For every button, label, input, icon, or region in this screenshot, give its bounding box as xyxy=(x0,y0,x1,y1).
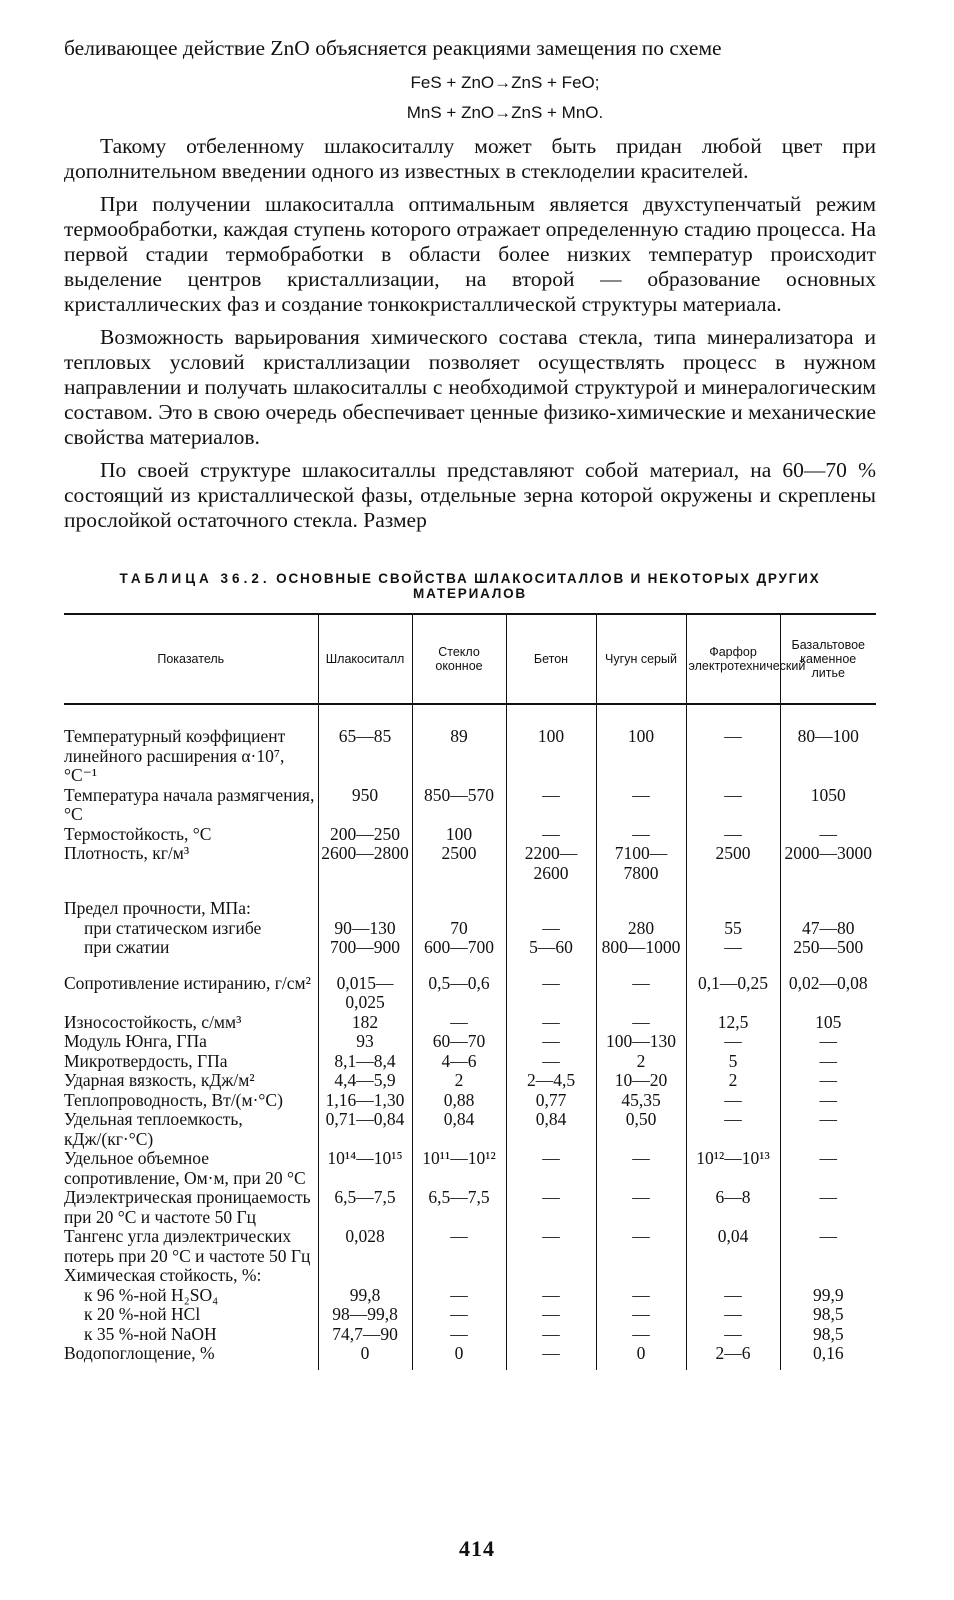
table-cell: 100 xyxy=(412,825,506,845)
table-row xyxy=(64,1071,876,1091)
table-cell: 74,7—90 xyxy=(318,1325,412,1345)
table-cell xyxy=(318,899,412,919)
table-cell: — xyxy=(596,786,686,825)
table-cell: — xyxy=(596,1286,686,1306)
table-cell: 2 xyxy=(412,1071,506,1091)
table-cell xyxy=(318,1266,412,1286)
table-cell: 4,4—5,9 xyxy=(318,1071,412,1091)
table-cell: 4—6 xyxy=(412,1052,506,1072)
table-cell: — xyxy=(780,1149,876,1188)
table-cell: — xyxy=(506,1188,596,1227)
table-cell: 0,5—0,6 xyxy=(412,974,506,1013)
table-cell: 2200—2600 xyxy=(506,844,596,883)
table-row xyxy=(64,825,876,845)
table-cell: — xyxy=(780,1071,876,1091)
reaction-formula-1: FeS + ZnO→ZnS + FeO; xyxy=(410,73,600,93)
table-spacer-cell xyxy=(64,958,318,974)
table-cell: 47—80 xyxy=(780,919,876,939)
table-cell: 80—100 xyxy=(780,704,876,786)
col-header-gray-iron: Чугун серый xyxy=(596,614,686,704)
table-cell: 2500 xyxy=(412,844,506,883)
row-label: Удельная теплоемкость, кДж/(кг·°C) xyxy=(64,1109,243,1149)
table-cell xyxy=(596,899,686,919)
table-cell: 98,5 xyxy=(780,1325,876,1345)
table-cell: — xyxy=(506,974,596,1013)
table-cell: — xyxy=(596,1013,686,1033)
table-cell: — xyxy=(780,1188,876,1227)
table-cell: 100 xyxy=(596,704,686,786)
paragraph-composition: Возможность варьирования химического состава стекла, типа минерализатора и тепловых условий кристаллизации позволяет осуществлять процесс в нужном направлении и получать шлакоситаллы с необходимой структурой и минералогическим составом. Это в свою очередь обеспечивает ценные физико-химические и механические свойства материалов. xyxy=(64,324,876,450)
row-label: Износостойкость, с/мм³ xyxy=(64,1011,242,1032)
table-spacer-cell xyxy=(412,958,506,974)
row-label: Микротвердость, ГПа xyxy=(64,1050,228,1071)
book-page xyxy=(64,36,876,1370)
table-cell: — xyxy=(506,919,596,939)
table-cell: 0,015—0,025 xyxy=(318,974,412,1013)
table-caption xyxy=(64,571,876,601)
row-label: к 20 %-ной HCl xyxy=(84,1304,201,1325)
row-label: Водопоглощение, % xyxy=(64,1343,215,1364)
table-row xyxy=(64,1227,876,1266)
col-header-window-glass: Стекло оконное xyxy=(412,614,506,704)
row-label: Диэлектрическая проницаемость при 20 °C и частоте 50 Гц xyxy=(64,1187,311,1227)
table-spacer-cell xyxy=(596,958,686,974)
table-cell: — xyxy=(686,1110,780,1149)
table-cell: — xyxy=(596,1227,686,1266)
col-header-concrete: Бетон xyxy=(506,614,596,704)
table-row xyxy=(64,899,876,919)
row-label: Теплопроводность, Вт/(м·°C) xyxy=(64,1089,283,1110)
table-cell: 2600—2800 xyxy=(318,844,412,883)
table-cell: — xyxy=(780,1110,876,1149)
table-label: ТАБЛИЦА 36.2. xyxy=(119,571,271,587)
table-spacer-cell xyxy=(780,958,876,974)
paragraph-intro: беливающее действие ZnO объясняется реакциями замещения по схеме xyxy=(64,36,722,60)
table-cell: — xyxy=(506,786,596,825)
table-cell: 0,1—0,25 xyxy=(686,974,780,1013)
table-row xyxy=(64,844,876,883)
table-cell: 0 xyxy=(318,1344,412,1370)
table-cell: 90—130 xyxy=(318,919,412,939)
table-cell: 2—6 xyxy=(686,1344,780,1370)
table-cell: 98,5 xyxy=(780,1305,876,1325)
table-cell xyxy=(412,1266,506,1286)
table-cell: — xyxy=(686,938,780,958)
table-title: ОСНОВНЫЕ СВОЙСТВА ШЛАКОСИТАЛЛОВ И НЕКОТОРЫХ ДРУГИХ МАТЕРИАЛОВ xyxy=(276,571,821,602)
row-label: Плотность, кг/м³ xyxy=(64,843,190,864)
table-cell xyxy=(412,899,506,919)
table-cell: — xyxy=(506,1305,596,1325)
table-cell: 2 xyxy=(596,1052,686,1072)
table-cell: — xyxy=(506,1344,596,1370)
table-cell: — xyxy=(686,1325,780,1345)
table-row xyxy=(64,1344,876,1370)
table-cell: — xyxy=(686,786,780,825)
table-row xyxy=(64,1110,876,1149)
table-cell: — xyxy=(412,1013,506,1033)
table-cell: 100—130 xyxy=(596,1032,686,1052)
table-cell: 10—20 xyxy=(596,1071,686,1091)
table-cell: 10¹¹—10¹² xyxy=(412,1149,506,1188)
col-header-property: Показатель xyxy=(64,614,318,704)
table-cell: 0,04 xyxy=(686,1227,780,1266)
paragraph-color: Такому отбеленному шлакоситаллу может быть придан любой цвет при дополнительном введении одного из известных в стеклоделии красителей. xyxy=(64,134,876,184)
row-label: Тангенс угла диэлектрических потерь при 20 °C и частоте 50 Гц xyxy=(64,1226,311,1266)
table-spacer-cell xyxy=(318,883,412,899)
table-cell: 10¹²—10¹³ xyxy=(686,1149,780,1188)
table-cell xyxy=(596,1266,686,1286)
table-cell: 2500 xyxy=(686,844,780,883)
table-cell: — xyxy=(596,1188,686,1227)
table-cell: 800—1000 xyxy=(596,938,686,958)
table-cell: — xyxy=(596,825,686,845)
table-cell: — xyxy=(596,1305,686,1325)
table-cell: 1050 xyxy=(780,786,876,825)
table-cell: — xyxy=(412,1286,506,1306)
table-row xyxy=(64,1052,876,1072)
table-row xyxy=(64,704,876,786)
row-label: при статическом изгибе xyxy=(84,917,262,938)
table-cell: 0,16 xyxy=(780,1344,876,1370)
table-spacer-cell xyxy=(64,883,318,899)
table-cell: — xyxy=(412,1305,506,1325)
table-cell: 6,5—7,5 xyxy=(412,1188,506,1227)
table-row xyxy=(64,919,876,939)
table-cell: 12,5 xyxy=(686,1013,780,1033)
row-label: к 96 %-ной H₂SO₄ xyxy=(84,1284,219,1305)
table-cell: 65—85 xyxy=(318,704,412,786)
table-cell: 0,84 xyxy=(506,1110,596,1149)
table-spacer-cell xyxy=(686,883,780,899)
table-cell: — xyxy=(686,1286,780,1306)
table-row xyxy=(64,1305,876,1325)
table-row xyxy=(64,1149,876,1188)
table-cell: — xyxy=(596,974,686,1013)
table-cell: 0,02—0,08 xyxy=(780,974,876,1013)
table-spacer-cell xyxy=(596,883,686,899)
table-cell: — xyxy=(780,1227,876,1266)
table-cell: 100 xyxy=(506,704,596,786)
table-cell: 6—8 xyxy=(686,1188,780,1227)
col-header-porcelain: Фарфор электротехнический xyxy=(686,614,780,704)
table-cell: 6,5—7,5 xyxy=(318,1188,412,1227)
table-cell: 70 xyxy=(412,919,506,939)
table-cell: 93 xyxy=(318,1032,412,1052)
table-spacer-cell xyxy=(506,958,596,974)
table-cell: — xyxy=(780,1032,876,1052)
table-row xyxy=(64,1286,876,1306)
table-cell: 950 xyxy=(318,786,412,825)
table-row xyxy=(64,974,876,1013)
page-number: 414 xyxy=(459,1536,495,1561)
table-spacer-cell xyxy=(780,883,876,899)
table-row xyxy=(64,938,876,958)
table-cell: 89 xyxy=(412,704,506,786)
table-cell: — xyxy=(506,1013,596,1033)
table-cell: — xyxy=(506,1052,596,1072)
row-label: Ударная вязкость, кДж/м² xyxy=(64,1070,255,1091)
table-header-row xyxy=(64,614,876,704)
table-cell: 0,84 xyxy=(412,1110,506,1149)
table-cell: 0,028 xyxy=(318,1227,412,1266)
table-cell xyxy=(506,1266,596,1286)
table-cell: — xyxy=(506,1032,596,1052)
table-cell: 850—570 xyxy=(412,786,506,825)
table-row xyxy=(64,1266,876,1286)
table-cell: 45,35 xyxy=(596,1091,686,1111)
table-row xyxy=(64,1013,876,1033)
col-header-basalt: Базальтовое каменное литье xyxy=(780,614,876,704)
table-cell: 8,1—8,4 xyxy=(318,1052,412,1072)
table-cell: 5 xyxy=(686,1052,780,1072)
table-cell: 98—99,8 xyxy=(318,1305,412,1325)
table-cell: 99,9 xyxy=(780,1286,876,1306)
table-row xyxy=(64,1325,876,1345)
table-cell: — xyxy=(780,1091,876,1111)
table-row xyxy=(64,1091,876,1111)
table-cell: — xyxy=(686,1032,780,1052)
table-cell: — xyxy=(686,1305,780,1325)
table-cell: 5—60 xyxy=(506,938,596,958)
table-cell: 55 xyxy=(686,919,780,939)
table-cell: — xyxy=(596,1149,686,1188)
table-cell: — xyxy=(506,1325,596,1345)
properties-table xyxy=(64,613,876,1370)
table-cell: 280 xyxy=(596,919,686,939)
table-cell: 0,77 xyxy=(506,1091,596,1111)
table-row xyxy=(64,1032,876,1052)
row-label: к 35 %-ной NaOH xyxy=(84,1323,217,1344)
col-header-slag-sitall: Шлакоситалл xyxy=(318,614,412,704)
table-cell: — xyxy=(780,1052,876,1072)
table-cell: — xyxy=(506,1227,596,1266)
table-cell: — xyxy=(596,1325,686,1345)
row-label: Удельное объемное сопротивление, Ом·м, при 20 °C xyxy=(64,1148,306,1188)
reaction-formula-2: MnS + ZnO→ZnS + MnO. xyxy=(406,103,604,123)
table-cell: 105 xyxy=(780,1013,876,1033)
row-label: Химическая стойкость, %: xyxy=(64,1265,262,1286)
row-label: при сжатии xyxy=(84,937,170,958)
table-body xyxy=(64,704,876,1370)
table-spacer-cell xyxy=(506,883,596,899)
table-cell xyxy=(686,1266,780,1286)
table-cell: — xyxy=(686,825,780,845)
table-spacer-cell xyxy=(412,883,506,899)
table-cell xyxy=(780,899,876,919)
table-cell xyxy=(780,1266,876,1286)
table-cell: 0 xyxy=(412,1344,506,1370)
row-label: Предел прочности, МПа: xyxy=(64,898,251,919)
table-cell: 600—700 xyxy=(412,938,506,958)
table-cell: 0,71—0,84 xyxy=(318,1110,412,1149)
table-spacer-cell xyxy=(686,958,780,974)
table-cell: 700—900 xyxy=(318,938,412,958)
table-cell: 7100—7800 xyxy=(596,844,686,883)
row-label: Термостойкость, °C xyxy=(64,823,212,844)
table-cell: 2 xyxy=(686,1071,780,1091)
table-spacer-row xyxy=(64,883,876,899)
paragraph-heat-treatment: При получении шлакоситалла оптимальным является двухступенчатый режим термообработки, каждая ступень которого отражает определенную стадию процесса. На первой стадии термобработки в области более низких температур происходит выделение центров кристаллизации, на второй — образование основных кристаллических фаз и создание тонкокристаллической структуры материала. xyxy=(64,191,876,317)
table-cell: — xyxy=(412,1227,506,1266)
table-cell: — xyxy=(686,1091,780,1111)
table-spacer-row xyxy=(64,958,876,974)
table-spacer-cell xyxy=(318,958,412,974)
table-cell: — xyxy=(506,1286,596,1306)
table-cell: 182 xyxy=(318,1013,412,1033)
table-cell xyxy=(686,899,780,919)
table-cell: 0 xyxy=(596,1344,686,1370)
table-cell: 200—250 xyxy=(318,825,412,845)
table-cell: 2000—3000 xyxy=(780,844,876,883)
row-label: Температурный коэффициент линейного расширения α·10⁷, °C⁻¹ xyxy=(64,726,286,786)
table-cell: 60—70 xyxy=(412,1032,506,1052)
table-cell: — xyxy=(412,1325,506,1345)
table-cell: 250—500 xyxy=(780,938,876,958)
table-cell: 0,50 xyxy=(596,1110,686,1149)
row-label: Температура начала размягчения, °C xyxy=(64,784,315,825)
table-cell: — xyxy=(506,825,596,845)
table-cell: — xyxy=(686,704,780,786)
table-cell xyxy=(506,899,596,919)
table-cell: — xyxy=(780,825,876,845)
table-cell: 99,8 xyxy=(318,1286,412,1306)
table-row xyxy=(64,1188,876,1227)
table-cell: — xyxy=(506,1149,596,1188)
paragraph-structure: По своей структуре шлакоситаллы представляют собой материал, на 60—70 % состоящий из кристаллической фазы, отдельные зерна которой окружены и скреплены прослойкой остаточного стекла. Размер xyxy=(64,457,876,533)
row-label: Сопротивление истиранию, г/см² xyxy=(64,972,311,993)
table-cell: 1,16—1,30 xyxy=(318,1091,412,1111)
table-cell: 0,88 xyxy=(412,1091,506,1111)
table-cell: 2—4,5 xyxy=(506,1071,596,1091)
row-label: Модуль Юнга, ГПа xyxy=(64,1031,207,1052)
table-row xyxy=(64,786,876,825)
table-cell: 10¹⁴—10¹⁵ xyxy=(318,1149,412,1188)
